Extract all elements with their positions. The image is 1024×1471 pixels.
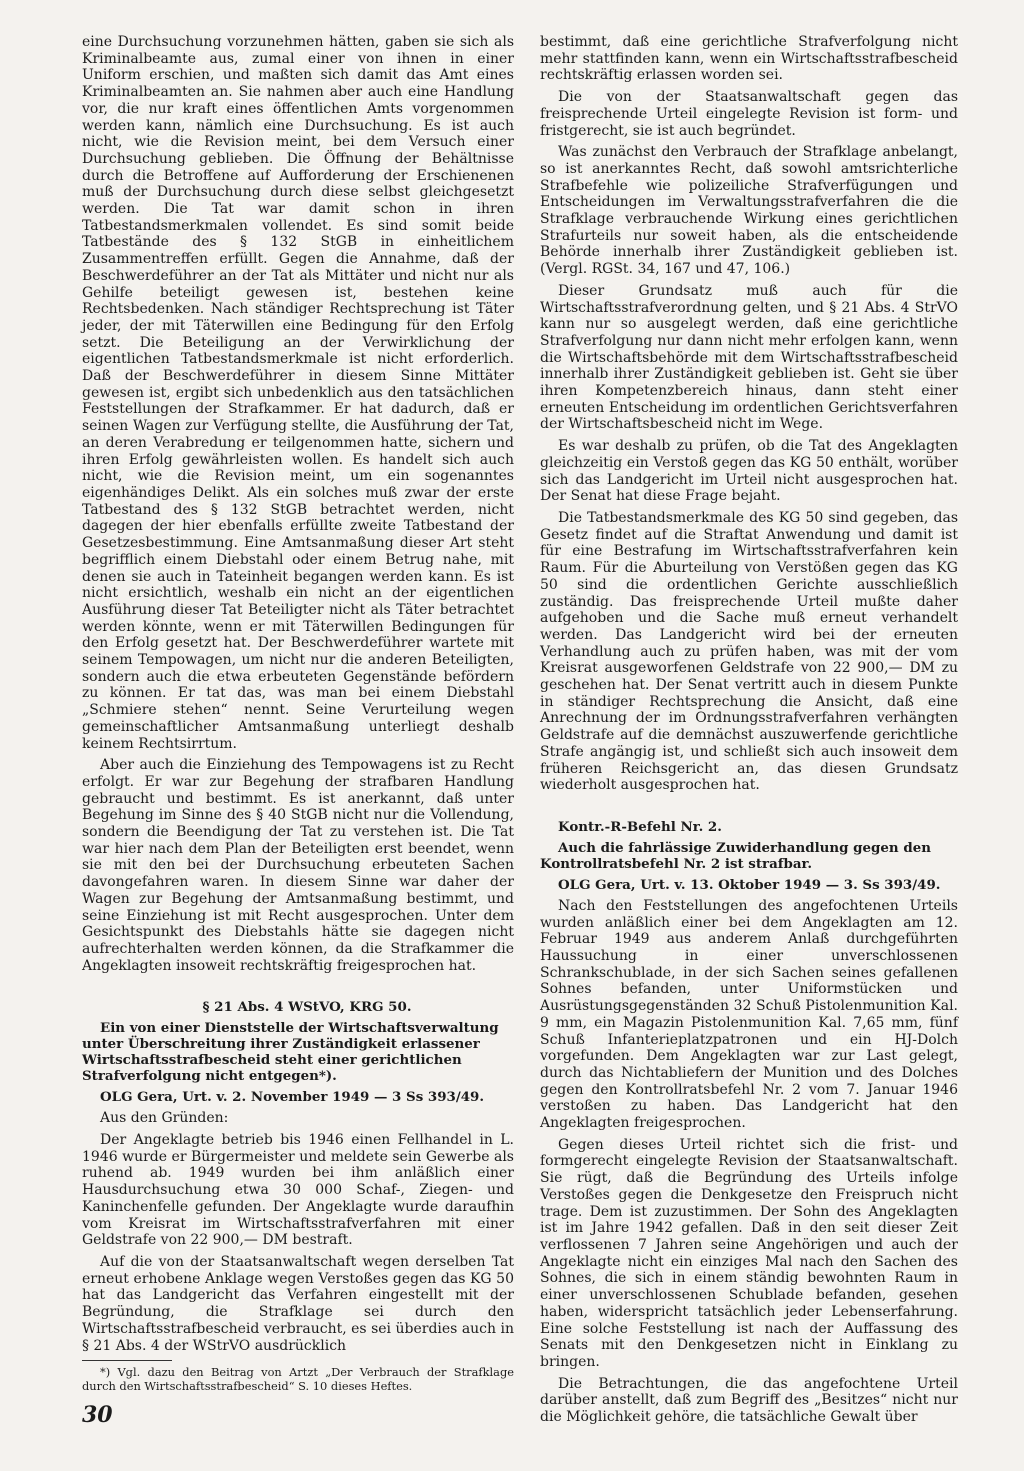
page-number: 30	[82, 1402, 113, 1428]
paragraph: Die von der Staatsanwaltschaft gegen das freisprechende Urteil eingelegte Revision ist form- und fristgerecht, sie ist auch begründet.	[540, 89, 958, 139]
section-heading: § 21 Abs. 4 WStVO, KRG 50.	[202, 999, 412, 1016]
left-column	[82, 34, 514, 1398]
paragraph: Die Tatbestandsmerkmale des KG 50 sind gegeben, das Gesetz findet auf die Straftat Anwendung und damit ist für eine Bestrafung im Wirtschaftsstrafverfahren kein Raum. Für die Aburteilung von Verstößen gegen das KG 50 sind die ordentlichen Gerichte ausschließlich zuständig. Das freisprechende Urteil mußte daher aufgehoben und die Sache muß erneut verhandelt werden. Das Landgericht wird bei der erneuten Verhandlung auch zu prüfen haben, was mit der vom Kreisrat ausgeworfenen Geldstrafe von 22 900,— DM zu geschehen hat. Der Senat vertritt auch in diesem Punkte in ständiger Rechtsprechung die Ansicht, daß eine Anrechnung der im Ordnungsstrafverfahren verhängten Geldstrafe auf die demnächst auszuwerfende gerichtliche Strafe angängig ist, und schließt sich auch insoweit dem früheren Reichsgericht an, das diesen Grundsatz wiederholt ausgesprochen hat.	[540, 509, 958, 794]
paragraph: bestimmt, daß eine gerichtliche Strafverfolgung nicht mehr stattfinden kann, wenn ein Wirtschaftsstrafbescheid rechtskräftig erlassen worden sei.	[540, 34, 958, 84]
paragraph: Der Angeklagte betrieb bis 1946 einen Fellhandel in L. 1946 wurde er Bürgermeister und meldete sein Gewerbe als ruhend ab. 1949 wurden bei ihm anläßlich einer Hausdurchsuchung etwa 30 000 Schaf-, Ziegen- und Kaninchenfelle gefunden. Der Angeklagte wurde daraufhin vom Kreisrat im Wirtschaftsstrafverfahren mit einer Geldstrafe von 22 900,— DM bestraft.	[82, 1132, 514, 1249]
paragraph: Gegen dieses Urteil richtet sich die frist- und formgerecht eingelegte Revision der Staatsanwaltschaft. Sie rügt, daß die Begründung des Urteils infolge Verstoßes gegen die Denkgesetze den Freispruch nicht trage. Dem ist zuzustimmen. Der Sohn des Angeklagten ist im Jahre 1942 gefallen. Daß in den seit dieser Zeit verflossenen 7 Jahren seine Angehörigen und auch der Angeklagte nicht ein einziges Mal nach den Sachen des Sohnes, die sich in einem ständig bewohnten Raum in einer unverschlossenen Schublade befanden, gesehen haben, widerspricht tatsächlich jeder Lebenserfahrung. Eine solche Feststellung ist nach der Auffassung des Senats mit den Denkgesetzen nicht in Einklang zu bringen.	[540, 1136, 958, 1370]
spacer	[82, 979, 514, 999]
paragraph: eine Durchsuchung vorzunehmen hätten, gaben sie sich als Kriminalbeamte aus, zumal einer von ihnen in einer Uniform erschien, und maßten sich damit das Amt eines Kriminalbeamten an. Sie nahmen aber auch eine Handlung vor, die nur kraft eines öffentlichen Amts vorgenommen werden kann, nämlich eine Durchsuchung. Es ist auch nicht, wie die Revision meint, bei dem Versuch einer Durchsuchung geblieben. Die Öffnung der Behältnisse durch die Betroffene auf Aufforderung der Erschienenen muß der Durchsuchung durch diese selbst gleichgesetzt werden. Die Tat war damit schon in ihren Tatbestandsmerkmalen vollendet. Es sind somit beide Tatbestände des § 132 StGB in einheitlichem Zusammentreffen erfüllt. Gegen die Annahme, daß der Beschwerdeführer an der Tat als Mittäter und nicht nur als Gehilfe beteiligt gewesen ist, bestehen keine Rechtsbedenken. Nach ständiger Rechtsprechung ist Täter jeder, der mit Täterwillen eine Bedingung für den Erfolg setzt. Die Beteiligung an der Verwirklichung der eigentlichen Tatbestandsmerkmale ist nicht erforderlich. Daß der Beschwerdeführer in diesem Sinne Mittäter gewesen ist, ergibt sich unbedenklich aus den tatsächlichen Feststellungen der Strafkammer. Er hat dadurch, daß er seinen Wagen zur Verfügung stellte, die Ausführung der Tat, an deren Verabredung er teilgenommen hatte, sichern und ihren Erfolg gewährleisten wollen. Es handelt sich auch nicht, wie die Revision meint, um ein sogenanntes eigenhändiges Delikt. Als ein solches muß zwar der erste Tatbestand des § 132 StGB betrachtet werden, nicht dagegen der hier ebenfalls erfüllte zweite Tatbestand der Gesetzesbestimmung. Eine Amtsanmaßung dieser Art steht begrifflich einem Diebstahl oder einem Betrug nahe, mit denen sie auch in Tateinheit begangen werden kann. Es ist nicht ersichtlich, weshalb ein nicht an der eigentlichen Ausführung dieser Tat Beteiligter nicht als Täter betrachtet werden könnte, wenn er mit Täterwillen Bedingungen für den Erfolg gesetzt hat. Der Beschwerdeführer wartete mit seinem Tempowagen, um nicht nur die anderen Beteiligten, sondern auch die etwa erbeuteten Gegenstände befördern zu können. Er tat das, was man bei einem Diebstahl „Schmiere stehen“ nennt. Seine Verurteilung wegen gemeinschaftlicher Amtsanmaßung unterliegt deshalb keinem Rechtsirrtum.	[82, 34, 514, 752]
spacer	[540, 799, 958, 819]
paragraph: Dieser Grundsatz muß auch für die Wirtschaftsstrafverordnung gelten, und § 21 Abs. 4 StrVO kann nur so ausgelegt werden, daß eine gerichtliche Strafverfolgung nur dann nicht mehr erfolgen kann, wenn die Wirtschaftsbehörde mit dem Wirtschaftsstrafbescheid innerhalb ihrer Zuständigkeit geblieben ist. Geht sie über ihren Kompetenzbereich hinaus, dann steht einer erneuten Entscheidung im ordentlichen Gerichtsverfahren der Wirtschaftsbescheid nicht im Wege.	[540, 282, 958, 433]
case-citation: OLG Gera, Urt. v. 2. November 1949 — 3 Ss 393/49.	[100, 1089, 485, 1106]
right-column	[540, 34, 958, 1431]
paragraph: Auf die von der Staatsanwaltschaft wegen derselben Tat erneut erhobene Anklage wegen Verstoßes gegen das KG 50 hat das Landgericht das Verfahren eingestellt mit der Begründung, die Strafklage sei durch den Wirtschaftsstrafbescheid verbraucht, es sei überdies auch in § 21 Abs. 4 der WStrVO ausdrücklich	[82, 1254, 514, 1354]
paragraph: Aber auch die Einziehung des Tempowagens ist zu Recht erfolgt. Er war zur Begehung der strafbaren Handlung gebraucht und bestimmt. Es ist anerkannt, daß unter Begehung im Sinne des § 40 StGB nicht nur die Vollendung, sondern die Beendigung der Tat zu verstehen ist. Die Tat war hier nach dem Plan der Beteiligten erst beendet, wenn sie mit den bei der Durchsuchung erbeuteten Sachen davongefahren waren. In diesem Sinne war daher der Wagen zur Begehung der Amtsanmaßung bestimmt, und seine Einziehung ist mit Recht ausgesprochen. Unter dem Gesichtspunkt des Diebstahls hätte sie dagegen nicht aufrechterhalten werden können, da die Strafkammer die Angeklagten insoweit rechtskräftig freigesprochen hat.	[82, 757, 514, 974]
footnote: *) Vgl. dazu den Beitrag von Artzt „Der Verbrauch der Strafklage durch den Wirtschaftsstrafbescheid“ S. 10 dieses Heftes.	[82, 1365, 514, 1394]
grounds-label: Aus den Gründen:	[100, 1110, 229, 1127]
paragraph: Was zunächst den Verbrauch der Strafklage anbelangt, so ist anerkanntes Recht, daß sowohl amtsrichterliche Strafbefehle wie polizeiliche Strafverfügungen und Entscheidungen im Verwaltungsstrafverfahren die die Strafklage verbrauchende Wirkung eines gerichtlichen Strafurteils nur soweit haben, als die entscheidende Behörde innerhalb ihrer Zuständigkeit geblieben ist. (Vergl. RGSt. 34, 167 und 47, 106.)	[540, 144, 958, 278]
headnote: Auch die fahrlässige Zuwiderhandlung gegen den Kontrollratsbefehl Nr. 2 ist strafbar.	[540, 839, 931, 872]
paragraph: Nach den Feststellungen des angefochtenen Urteils wurden anläßlich einer bei dem Angeklagten am 12. Februar 1949 aus anderem Anlaß durchgeführten Haussuchung in einer unverschlossenen Schrankschublade, in der sich Sachen seines gefallenen Sohnes befanden, unter Uniformstücken und Ausrüstungsgegenständen 32 Schuß Pistolenmunition Kal. 9 mm, ein Magazin Pistolenmunition Kal. 7,65 mm, fünf Schuß Infanterieplatzpatronen und ein HJ-Dolch vorgefunden. Dem Angeklagten war zur Last gelegt, durch das Nichtabliefern der Munition und des Dolches gegen den Kontrollratsbefehl Nr. 2 vom 7. Januar 1946 verstoßen zu haben. Das Landgericht hat den Angeklagten freigesprochen.	[540, 897, 958, 1132]
footnote-divider	[82, 1360, 172, 1361]
headnote: Ein von einer Dienststelle der Wirtschaftsverwaltung unter Überschreitung ihrer Zuständigkeit erlassener Wirtschaftsstrafbescheid steht einer gerichtlichen Strafverfolgung nicht entgegen*).	[82, 1020, 499, 1085]
case-citation: OLG Gera, Urt. v. 13. Oktober 1949 — 3. Ss 393/49.	[558, 876, 941, 893]
section-heading: Kontr.-R-Befehl Nr. 2.	[558, 818, 722, 835]
paragraph: Die Betrachtungen, die das angefochtene Urteil darüber anstellt, daß zum Begriff des „Besitzes“ nicht nur die Möglichkeit gehöre, die tatsächliche Gewalt über	[540, 1375, 958, 1426]
paragraph: Es war deshalb zu prüfen, ob die Tat des Angeklagten gleichzeitig ein Verstoß gegen das KG 50 enthält, worüber sich das Landgericht im Urteil nicht ausgesprochen hat. Der Senat hat diese Frage bejaht.	[540, 438, 958, 505]
